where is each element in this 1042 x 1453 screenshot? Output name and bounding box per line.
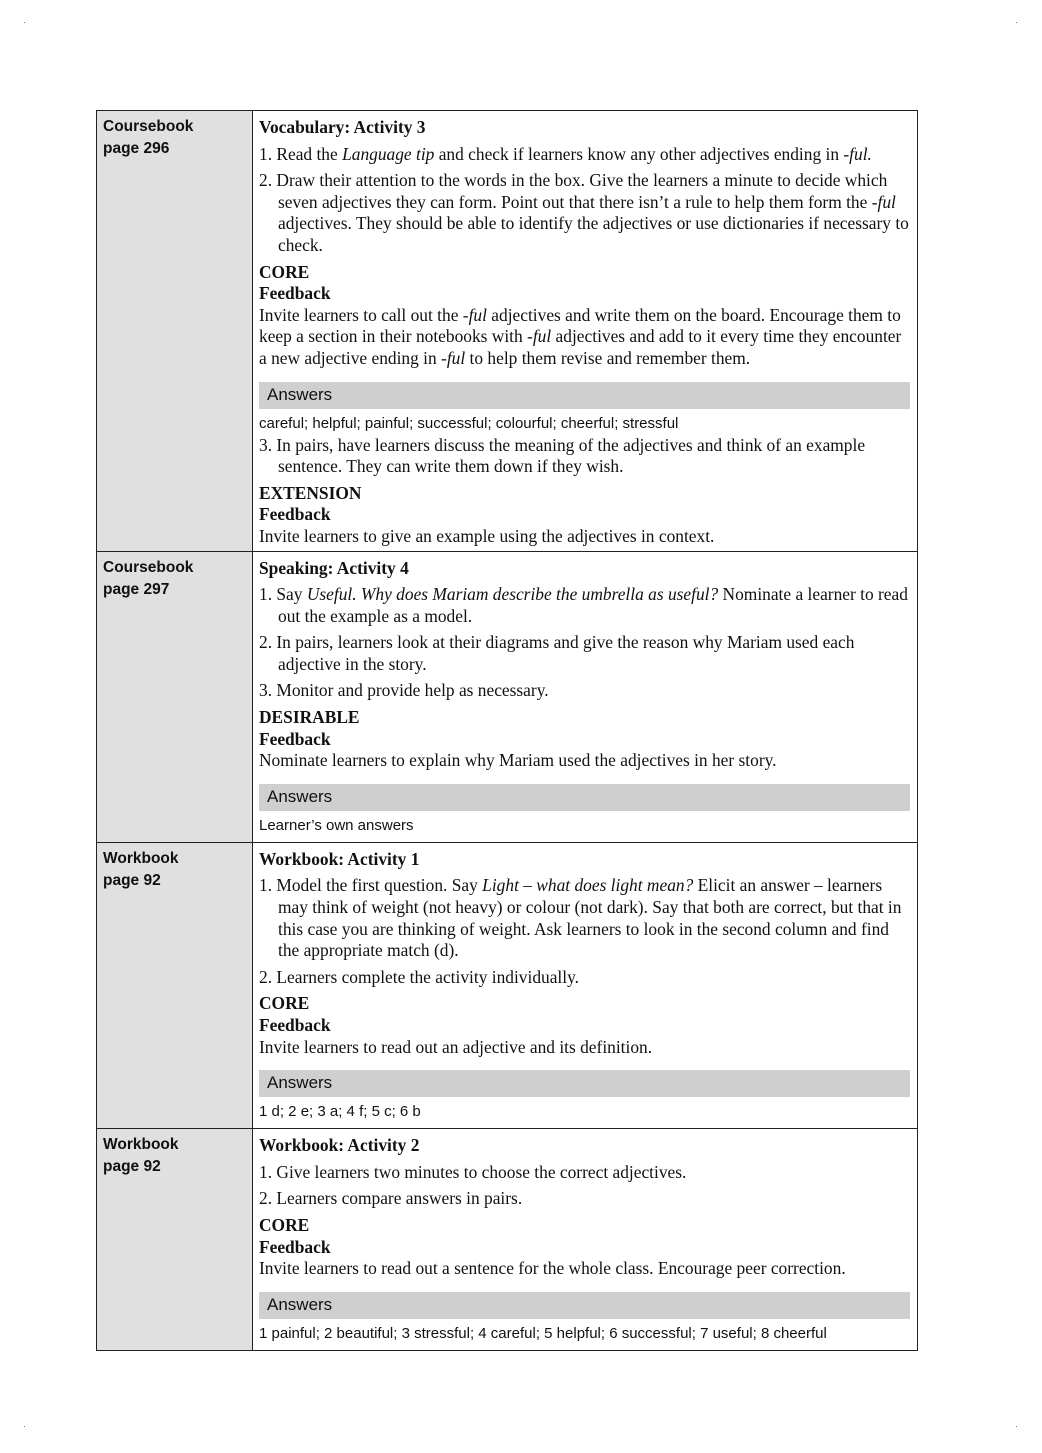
crop-mark	[1016, 1426, 1017, 1427]
page-number: page 92	[103, 871, 161, 889]
step-3: 3. Monitor and provide help as necessary.	[259, 680, 549, 701]
step-1: 1. Read the Language tip and check if learners know any other adjectives ending in -ful.	[259, 143, 872, 164]
book-name: Workbook	[103, 849, 179, 867]
table-row	[97, 842, 918, 1128]
step-1: 1. Give learners two minutes to choose the correct adjectives.	[259, 1161, 687, 1182]
book-name: Coursebook	[103, 118, 194, 135]
table-row	[97, 551, 918, 842]
crop-mark	[24, 22, 25, 23]
answers-text: careful; helpful; painful; successful; colourful; cheerful; stressful	[259, 414, 679, 432]
crop-mark	[1016, 22, 1017, 23]
step-2: 2. Draw their attention to the words in the box. Give the learners a minute to decide which seven adjectives they can form. Point out that there isn’t a rule to help them form the -ful adjectives. They should be able to identify the adjectives or use dictionaries if necessary to check.	[259, 170, 909, 255]
step-3: 3. In pairs, have learners discuss the meaning of the adjectives and think of an example sentence. They can write them down if they wish.	[259, 434, 866, 477]
answers-header: Answers	[259, 1292, 910, 1319]
book-name: Workbook	[103, 1136, 179, 1154]
feedback-text: Nominate learners to explain why Mariam used the adjectives in her story.	[259, 750, 777, 771]
feedback-label: Feedback	[259, 504, 331, 525]
activity-cell	[253, 551, 918, 842]
level-label: CORE	[259, 1214, 310, 1235]
feedback-text: Invite learners to give an example using the adjectives in context.	[259, 525, 715, 546]
answers-text: 1 painful; 2 beautiful; 3 stressful; 4 careful; 5 helpful; 6 successful; 7 useful; 8 cheerful	[259, 1324, 827, 1342]
activity-cell	[253, 842, 918, 1128]
activity-title: Workbook: Activity 2	[259, 1135, 420, 1156]
feedback-label: Feedback	[259, 728, 331, 749]
table-row	[97, 111, 918, 552]
level-label: DESIRABLE	[259, 707, 360, 728]
table-row	[97, 1129, 918, 1351]
step-1: 1. Say Useful. Why does Mariam describe the umbrella as useful? Nominate a learner to read out the example as a model.	[259, 584, 908, 626]
reference-cell	[97, 551, 253, 842]
step-2: 2. Learners complete the activity individually.	[259, 966, 580, 987]
reference-cell	[97, 1129, 253, 1351]
answers-text: 1 d; 2 e; 3 a; 4 f; 5 c; 6 b	[259, 1103, 421, 1121]
feedback-text: Invite learners to read out an adjective and its definition.	[259, 1036, 653, 1057]
level-label: CORE	[259, 261, 310, 282]
page-number: page 297	[103, 580, 170, 598]
activity-title: Vocabulary: Activity 3	[259, 117, 426, 137]
answers-header: Answers	[259, 382, 910, 409]
activity-title: Workbook: Activity 1	[259, 848, 420, 869]
answers-header: Answers	[259, 1070, 910, 1097]
page-number: page 296	[103, 140, 170, 157]
feedback-label: Feedback	[259, 283, 331, 304]
activity-cell	[253, 1129, 918, 1351]
reference-cell	[97, 842, 253, 1128]
level-label: CORE	[259, 993, 310, 1014]
reference-cell	[97, 111, 253, 552]
feedback-label: Feedback	[259, 1015, 331, 1035]
activity-cell	[253, 111, 918, 552]
answers-text: Learner’s own answers	[259, 816, 414, 834]
activity-title: Speaking: Activity 4	[259, 557, 409, 578]
book-name: Coursebook	[103, 558, 194, 576]
crop-mark	[24, 1426, 25, 1427]
feedback-label: Feedback	[259, 1236, 331, 1257]
level-label: EXTENSION	[259, 482, 362, 503]
lesson-plan-table	[96, 110, 918, 1351]
feedback-text: Invite learners to read out a sentence for the whole class. Encourage peer correction.	[259, 1258, 846, 1279]
page-number: page 92	[103, 1158, 161, 1176]
step-1: 1. Model the first question. Say Light – what does light mean? Elicit an answer – learners may think of weight (not heavy) or colour (not dark). Say that both are correct, but that in this case you are thinking of weight. Ask learners to look in the second column and find the appropriate match (d).	[259, 875, 902, 961]
step-2: 2. In pairs, learners look at their diagrams and give the reason why Mariam used each adjective in the story.	[259, 632, 855, 674]
step-2: 2. Learners compare answers in pairs.	[259, 1188, 523, 1209]
feedback-text: Invite learners to call out the -ful adjectives and write them on the board. Encourage them to keep a section in their notebooks with -ful adjectives and add to it every time they encounter a new adjective ending in -ful to help them revise and remember them.	[259, 304, 902, 368]
answers-header: Answers	[259, 784, 910, 811]
